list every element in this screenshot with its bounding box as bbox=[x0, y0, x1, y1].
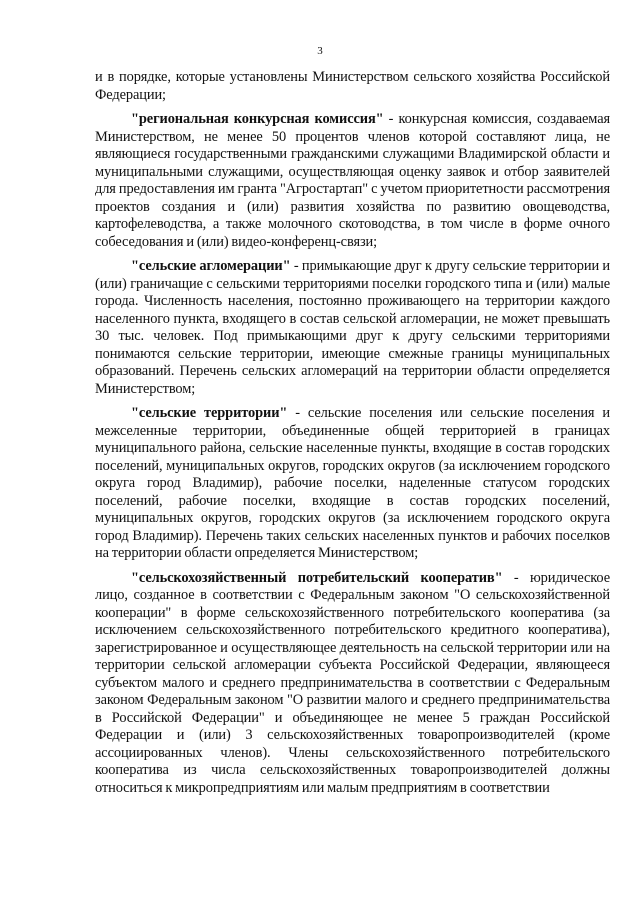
definition-consumer-cooperative bbox=[95, 570, 610, 798]
definition-text: - примыкающие друг к другу сельские территории и (или) граничащие с сельскими территориями поселки городского типа и (или) малые города. Численность населения, постоянно проживающего на территории каждого населенного пункта, входящего в состав сельской агломерации, не может превышать 30 тыс. человек. Под примыкающими друг к другу сельскими территориями понимаются сельские территории, имеющие смежные границы муниципальных образований. Перечень сельских агломераций на территории области определяется Министерством; bbox=[95, 258, 610, 397]
definition-term: "сельские агломерации" bbox=[131, 258, 291, 274]
definition-term: "региональная конкурсная комиссия" bbox=[131, 111, 384, 127]
definition-text: - конкурсная комиссия, создаваемая Министерством, не менее 50 процентов членов которой составляют лица, не являющиеся государственными гражданскими служащими Владимирской области и муниципальными служащими, осуществляющая оценку заявок и отбор заявителей для предоставления им гранта "Агростартап" с учетом приоритетности рассмотрения проектов создания и (или) развития хозяйства по развитию овощеводства, картофелеводства, а также молочного скотоводства, в том числе в форме очного собеседования и (или) видео-конференц-связи; bbox=[95, 111, 610, 250]
definition-term: "сельскохозяйственный потребительский кооператив" bbox=[131, 569, 503, 586]
definition-term: "сельские территории" bbox=[131, 405, 288, 421]
document-body bbox=[95, 69, 610, 797]
definition-rural-agglomerations bbox=[95, 258, 610, 398]
definition-regional-commission bbox=[95, 111, 610, 251]
page-number: 3 bbox=[317, 45, 323, 57]
intro-paragraph: и в порядке, которые установлены Министерством сельского хозяйства Российской Федерации; bbox=[95, 69, 610, 103]
definition-text: - юридическое лицо, созданное в соответствии с Федеральным законом "О сельскохозяйственной кооперации" в форме сельскохозяйственного потребительского кооператива (за исключением сельскохозяйственного потребительского кредитного кооператива), зарегистрированное и осуществляющее деятельность на сельской территории или на территории сельской агломерации субъекта Российской Федерации, являющееся субъектом малого и среднего предпринимательства в соответствии с Федеральным законом Федеральным законом "О развитии малого и среднего предпринимательства в Российской Федерации" и объединяющее не менее 5 граждан Российской Федерации и (или) 3 сельскохозяйственных товаропроизводителей (кроме ассоциированных членов). Члены сельскохозяйственного потребительского кооператива из числа сельскохозяйственных товаропроизводителей должны относиться к микропредприятиям или малым предприятиям в соответствии bbox=[95, 569, 610, 796]
definition-rural-territories bbox=[95, 405, 610, 563]
definition-text: - сельские поселения или сельские поселения и межселенные территории, объединенные общей территорией в границах муниципального района, сельские населенные пункты, входящие в состав городских поселений, муниципальных округов, городских округов (за исключением городского округа город Владимир), рабочие поселки, наделенные статусом городских поселений, рабочие поселки, входящие в состав городских поселений, муниципальных округов, городских округов (за исключением городского округа город Владимир). Перечень таких сельских населенных пунктов и рабочих поселков на территории области определяется Министерством; bbox=[95, 405, 610, 561]
